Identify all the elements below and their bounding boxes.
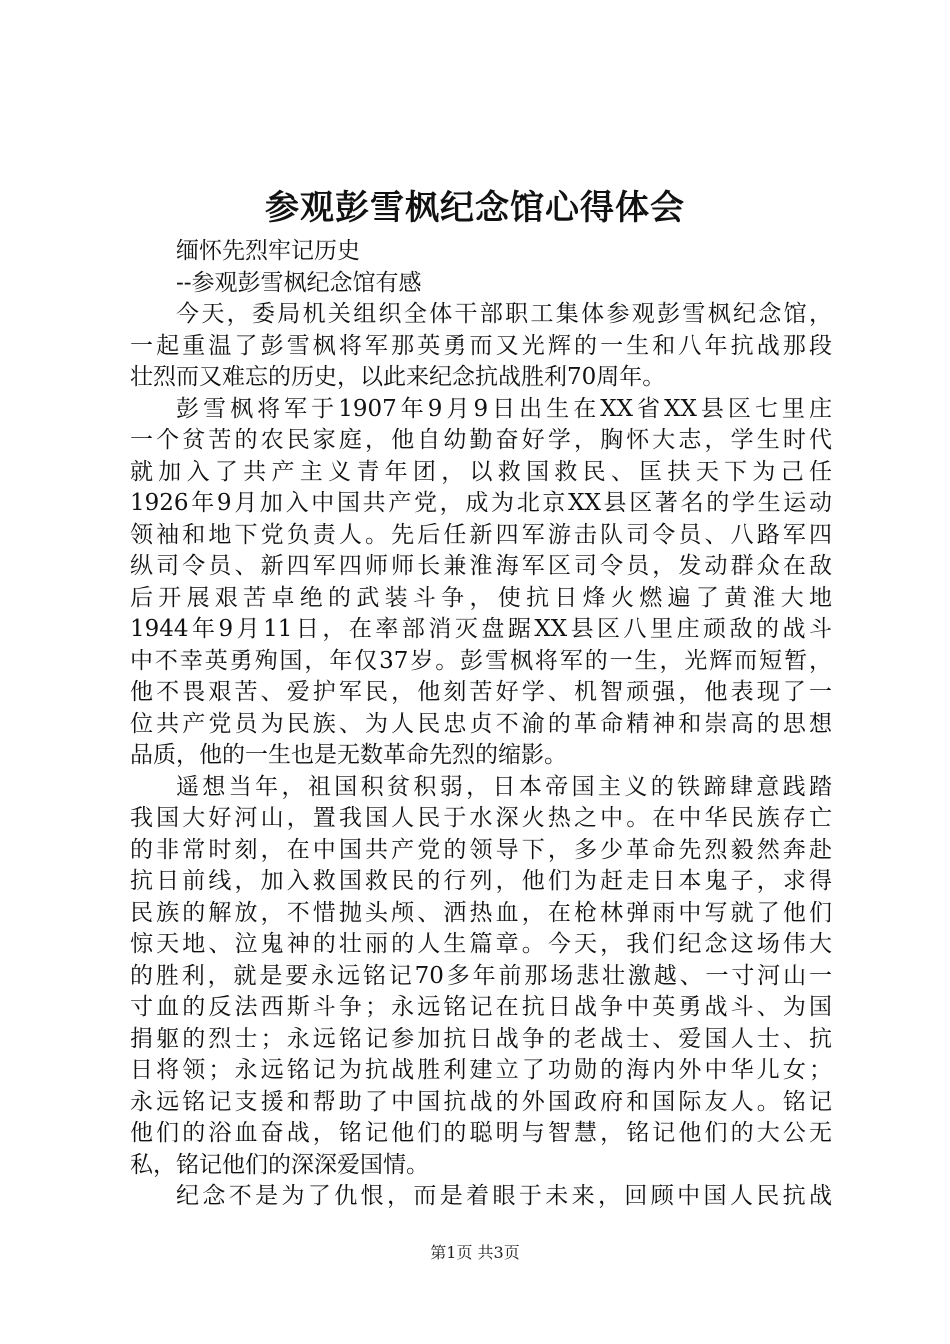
text-line: 一起重温了彭雪枫将军那英勇而又光辉的一生和八年抗战那段 <box>130 332 832 359</box>
text-line: 的胜利，就是要永远铭记70多年前那场悲壮激越、一寸河山一 <box>130 962 832 989</box>
text-line: 民族的解放，不惜抛头颅、洒热血，在枪林弹雨中写就了他们 <box>130 899 832 926</box>
body-text <box>130 236 832 1213</box>
text-line: 缅怀先烈牢记历史 <box>176 238 360 264</box>
text-line: 一个贫苦的农民家庭，他自幼勤奋好学，胸怀大志，学生时代 <box>130 427 832 453</box>
text-line: 品质，他的一生也是无数革命先烈的缩影。 <box>130 742 567 768</box>
text-line: 寸血的反法西斯斗争；永远铭记在抗日战争中英勇战斗、为国 <box>130 994 832 1020</box>
text-line: 惊天地、泣鬼神的壮丽的人生篇章。今天，我们纪念这场伟大 <box>130 931 832 957</box>
text-line: 后开展艰苦卓绝的武装斗争，使抗日烽火燃遍了黄淮大地 <box>130 584 832 611</box>
page-footer: 第1页 共3页 <box>430 1243 520 1262</box>
text-line: 纵司令员、新四军四师师长兼淮海军区司令员，发动群众在敌 <box>130 553 832 579</box>
text-line: 私，铭记他们的深深爱国情。 <box>130 1151 429 1178</box>
text-line: 就加入了共产主义青年团，以救国救民、匡扶天下为己任 <box>130 458 832 485</box>
text-line: 彭雪枫将军于1907年9月9日出生在XX省XX县区七里庄 <box>176 395 832 422</box>
text-line: 他们的浴血奋战，铭记他们的聪明与智慧，铭记他们的大公无 <box>130 1120 832 1146</box>
text-line: 他不畏艰苦、爱护军民，他刻苦好学、机智顽强，他表现了一 <box>130 679 832 705</box>
text-line: 遥想当年，祖国积贫积弱，日本帝国主义的铁蹄肆意践踏 <box>176 773 832 800</box>
text-line: 日将领；永远铭记为抗战胜利建立了功勋的海内外中华儿女； <box>130 1057 832 1083</box>
text-line: 位共产党员为民族、为人民忠贞不渝的革命精神和崇高的思想 <box>130 710 832 737</box>
text-line: --参观彭雪枫纪念馆有感 <box>176 269 422 296</box>
text-line: 纪念不是为了仇恨，而是着眼于未来，回顾中国人民抗战 <box>176 1183 832 1209</box>
text-line: 领袖和地下党负责人。先后任新四军游击队司令员、八路军四 <box>130 521 832 548</box>
text-line: 捐躯的烈士；永远铭记参加抗日战争的老战士、爱国人士、抗 <box>130 1025 832 1052</box>
text-line: 壮烈而又难忘的历史，以此来纪念抗战胜利70周年。 <box>130 364 666 390</box>
page-title: 参观彭雪枫纪念馆心得体会 <box>265 188 685 228</box>
text-line: 今天，委局机关组织全体干部职工集体参观彭雪枫纪念馆， <box>176 301 832 327</box>
text-line: 的非常时刻，在中国共产党的领导下，多少革命先烈毅然奔赴 <box>130 836 832 863</box>
text-line: 中不幸英勇殉国，年仅37岁。彭雪枫将军的一生，光辉而短暂， <box>130 647 832 674</box>
text-line: 抗日前线，加入救国救民的行列，他们为赶走日本鬼子，求得 <box>130 868 832 894</box>
text-line: 1926年9月加入中国共产党，成为北京XX县区著名的学生运动 <box>130 490 832 516</box>
text-line: 1944年9月11日，在率部消灭盘踞XX县区八里庄顽敌的战斗 <box>130 616 832 642</box>
text-line: 永远铭记支援和帮助了中国抗战的外国政府和国际友人。铭记 <box>130 1088 832 1115</box>
text-line: 我国大好河山，置我国人民于水深火热之中。在中华民族存亡 <box>130 805 832 831</box>
